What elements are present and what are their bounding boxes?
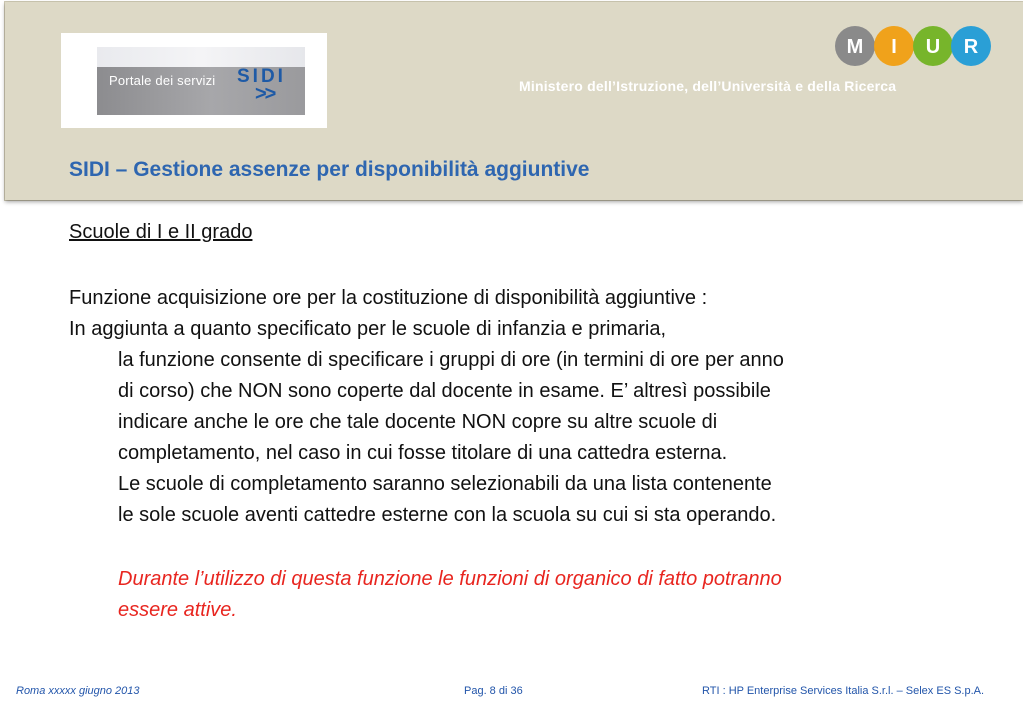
slide-subtitle: Scuole di I e II grado — [69, 221, 253, 243]
ministry-name: Ministero dell’Istruzione, dell’Università e della Ricerca — [519, 78, 897, 94]
footer-page-number: Pag. 8 di 36 — [464, 685, 523, 697]
footer-date: Roma xxxxx giugno 2013 — [16, 685, 140, 697]
warning-line: essere attive. — [118, 599, 237, 621]
warning-line: Durante l’utilizzo di questa funzione le funzioni di organico di fatto potranno — [118, 568, 782, 590]
miur-m-letter: M — [846, 36, 864, 58]
miur-u-letter: U — [925, 36, 941, 58]
indented-line: la funzione consente di specificare i gruppi di ore (in termini di ore per anno — [118, 349, 784, 371]
indented-line: completamento, nel caso in cui fosse titolare di una cattedra esterna. — [118, 442, 728, 464]
logo-stripe — [97, 47, 305, 67]
body-line: In aggiunta a quanto specificato per le scuole di infanzia e primaria, — [69, 318, 667, 340]
indented-line: di corso) che NON sono coperte dal docente in esame. E’ altresì possibile — [118, 380, 771, 402]
indented-line: Le scuole di completamento saranno selezionabili da una lista contenente — [118, 473, 772, 495]
body-line: Funzione acquisizione ore per la costituzione di disponibilità aggiuntive : — [69, 287, 708, 309]
slide-title: SIDI – Gestione assenze per disponibilità aggiuntive — [69, 158, 590, 181]
miur-r-letter: R — [963, 36, 979, 58]
miur-logo — [833, 22, 993, 70]
miur-i-letter: I — [891, 36, 897, 58]
sidi-logo-graphic — [97, 47, 305, 115]
footer-company: RTI : HP Enterprise Services Italia S.r.l. – Selex ES S.p.A. — [702, 685, 985, 697]
logo-arrows: >> — [255, 83, 275, 105]
logo-text: Portale dei servizi — [109, 73, 216, 88]
indented-line: indicare anche le ore che tale docente NON copre su altre scuole di — [118, 411, 718, 433]
indented-line: le sole scuole aventi cattedre esterne con la scuola su cui si sta operando. — [118, 504, 777, 526]
logo-brand: SIDI — [237, 66, 286, 87]
sidi-portal-logo — [61, 33, 327, 128]
